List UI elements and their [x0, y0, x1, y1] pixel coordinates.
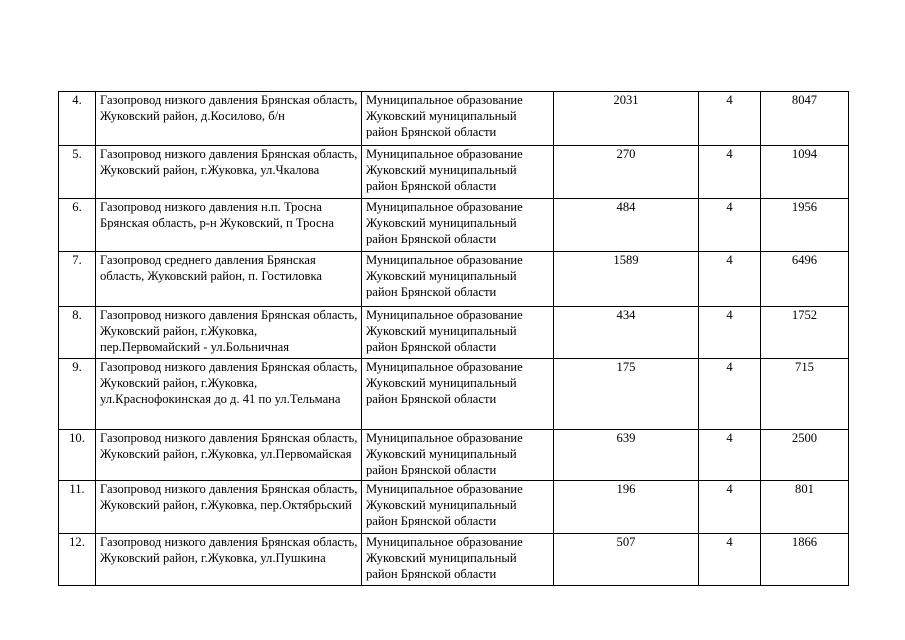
value-category-cell: 4 [699, 359, 761, 430]
row-number-cell: 6. [59, 199, 96, 252]
value-length-cell: 1589 [554, 252, 699, 307]
value-length-cell: 2031 [554, 92, 699, 146]
owner-name-cell: Муниципальное образование Жуковский муниципальный район Брянской области [362, 430, 554, 481]
owner-name-cell: Муниципальное образование Жуковский муниципальный район Брянской области [362, 92, 554, 146]
table-row [59, 481, 849, 534]
pipeline-table [58, 91, 849, 586]
value-total-cell: 6496 [761, 252, 849, 307]
value-total-cell: 1094 [761, 146, 849, 199]
row-number-cell: 11. [59, 481, 96, 534]
object-name-cell: Газопровод низкого давления н.п. Тросна Брянская область, р-н Жуковский, п Тросна [96, 199, 362, 252]
table-row [59, 307, 849, 359]
table-row [59, 534, 849, 586]
object-name-cell: Газопровод среднего давления Брянская область, Жуковский район, п. Гостиловка [96, 252, 362, 307]
value-total-cell: 801 [761, 481, 849, 534]
value-total-cell: 8047 [761, 92, 849, 146]
object-name-cell: Газопровод низкого давления Брянская область, Жуковский район, г.Жуковка, ул.Первомайская [96, 430, 362, 481]
value-length-cell: 270 [554, 146, 699, 199]
value-category-cell: 4 [699, 307, 761, 359]
owner-name-cell: Муниципальное образование Жуковский муниципальный район Брянской области [362, 481, 554, 534]
object-name-cell: Газопровод низкого давления Брянская область, Жуковский район, г.Жуковка, пер.Первомайский - ул.Больничная [96, 307, 362, 359]
row-number-cell: 4. [59, 92, 96, 146]
row-number-cell: 5. [59, 146, 96, 199]
value-length-cell: 484 [554, 199, 699, 252]
owner-name-cell: Муниципальное образование Жуковский муниципальный район Брянской области [362, 359, 554, 430]
table-row [59, 146, 849, 199]
table-row [59, 199, 849, 252]
value-total-cell: 715 [761, 359, 849, 430]
owner-name-cell: Муниципальное образование Жуковский муниципальный район Брянской области [362, 146, 554, 199]
object-name-cell: Газопровод низкого давления Брянская область, Жуковский район, г.Жуковка, ул.Краснофокинская до д. 41 по ул.Тельмана [96, 359, 362, 430]
row-number-cell: 7. [59, 252, 96, 307]
value-category-cell: 4 [699, 481, 761, 534]
table-row [59, 252, 849, 307]
value-category-cell: 4 [699, 252, 761, 307]
table-row [59, 430, 849, 481]
owner-name-cell: Муниципальное образование Жуковский муниципальный район Брянской области [362, 252, 554, 307]
value-length-cell: 434 [554, 307, 699, 359]
row-number-cell: 8. [59, 307, 96, 359]
value-total-cell: 1956 [761, 199, 849, 252]
owner-name-cell: Муниципальное образование Жуковский муниципальный район Брянской области [362, 199, 554, 252]
object-name-cell: Газопровод низкого давления Брянская область, Жуковский район, г.Жуковка, ул.Пушкина [96, 534, 362, 586]
table-row [59, 359, 849, 430]
row-number-cell: 10. [59, 430, 96, 481]
value-category-cell: 4 [699, 146, 761, 199]
value-total-cell: 1866 [761, 534, 849, 586]
row-number-cell: 9. [59, 359, 96, 430]
table-row [59, 92, 849, 146]
value-category-cell: 4 [699, 199, 761, 252]
object-name-cell: Газопровод низкого давления Брянская область, Жуковский район, г.Жуковка, пер.Октябрьский [96, 481, 362, 534]
owner-name-cell: Муниципальное образование Жуковский муниципальный район Брянской области [362, 534, 554, 586]
value-length-cell: 175 [554, 359, 699, 430]
value-length-cell: 507 [554, 534, 699, 586]
value-total-cell: 2500 [761, 430, 849, 481]
table-body [59, 92, 849, 586]
value-category-cell: 4 [699, 534, 761, 586]
value-length-cell: 639 [554, 430, 699, 481]
owner-name-cell: Муниципальное образование Жуковский муниципальный район Брянской области [362, 307, 554, 359]
value-length-cell: 196 [554, 481, 699, 534]
object-name-cell: Газопровод низкого давления Брянская область, Жуковский район, г.Жуковка, ул.Чкалова [96, 146, 362, 199]
value-category-cell: 4 [699, 92, 761, 146]
row-number-cell: 12. [59, 534, 96, 586]
value-category-cell: 4 [699, 430, 761, 481]
object-name-cell: Газопровод низкого давления Брянская область, Жуковский район, д.Косилово, б/н [96, 92, 362, 146]
value-total-cell: 1752 [761, 307, 849, 359]
